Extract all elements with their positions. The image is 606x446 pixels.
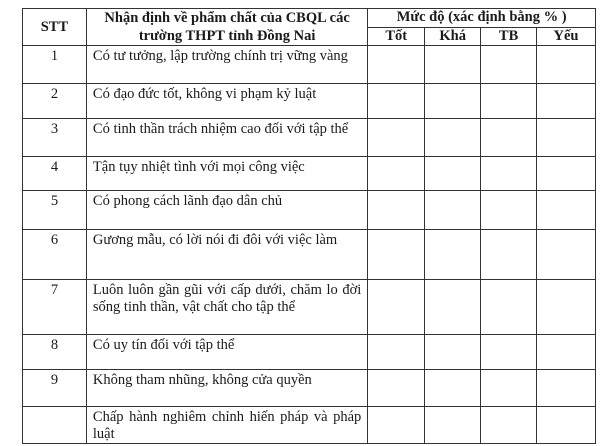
cell-tot[interactable] bbox=[368, 370, 425, 407]
row-description: Gương mẫu, có lời nói đi đôi với việc làm bbox=[86, 230, 367, 280]
cell-yeu[interactable] bbox=[537, 46, 596, 84]
table-row bbox=[23, 157, 596, 191]
header-stt: STT bbox=[23, 9, 87, 46]
row-description: Có phong cách lãnh đạo dân chủ bbox=[86, 191, 367, 230]
row-description: Có tư tưởng, lập trường chính trị vững vàng bbox=[86, 46, 367, 84]
row-stt: 6 bbox=[23, 230, 87, 280]
table-row bbox=[23, 370, 596, 407]
cell-yeu[interactable] bbox=[537, 119, 596, 157]
cell-tot[interactable] bbox=[368, 230, 425, 280]
cell-tb[interactable] bbox=[481, 119, 537, 157]
cell-kha[interactable] bbox=[425, 157, 481, 191]
cell-yeu[interactable] bbox=[537, 335, 596, 370]
cell-tot[interactable] bbox=[368, 191, 425, 230]
row-stt: 9 bbox=[23, 370, 87, 407]
cell-kha[interactable] bbox=[425, 119, 481, 157]
row-description: Không tham nhũng, không cửa quyền bbox=[86, 370, 367, 407]
row-description: Chấp hành nghiêm chỉnh hiến pháp và pháp luật bbox=[86, 407, 367, 444]
cell-tot[interactable] bbox=[368, 280, 425, 335]
table-row bbox=[23, 335, 596, 370]
cell-kha[interactable] bbox=[425, 191, 481, 230]
row-stt: 7 bbox=[23, 280, 87, 335]
assessment-table bbox=[22, 8, 596, 444]
cell-yeu[interactable] bbox=[537, 191, 596, 230]
row-stt: 5 bbox=[23, 191, 87, 230]
cell-yeu[interactable] bbox=[537, 157, 596, 191]
header-level-tot: Tốt bbox=[368, 27, 425, 46]
row-stt: 2 bbox=[23, 84, 87, 119]
table-row bbox=[23, 84, 596, 119]
table-row bbox=[23, 191, 596, 230]
header-level-tb: TB bbox=[481, 27, 537, 46]
row-description: Có tinh thần trách nhiệm cao đối với tập thể bbox=[86, 119, 367, 157]
cell-tb[interactable] bbox=[481, 230, 537, 280]
cell-yeu[interactable] bbox=[537, 84, 596, 119]
header-level-kha: Khá bbox=[425, 27, 481, 46]
cell-kha[interactable] bbox=[425, 46, 481, 84]
header-description: Nhận định về phẩm chất của CBQL các trường THPT tỉnh Đồng Nai bbox=[86, 9, 367, 46]
cell-tb[interactable] bbox=[481, 84, 537, 119]
cell-yeu[interactable] bbox=[537, 370, 596, 407]
header-level-yeu: Yếu bbox=[537, 27, 596, 46]
table-row bbox=[23, 119, 596, 157]
row-stt: 1 bbox=[23, 46, 87, 84]
row-description: Luôn luôn gần gũi với cấp dưới, chăm lo đời sống tinh thần, vật chất cho tập thể bbox=[86, 280, 367, 335]
row-description: Có uy tín đối với tập thể bbox=[86, 335, 367, 370]
cell-kha[interactable] bbox=[425, 335, 481, 370]
row-stt: 4 bbox=[23, 157, 87, 191]
cell-kha[interactable] bbox=[425, 84, 481, 119]
table-row bbox=[23, 407, 596, 444]
cell-tb[interactable] bbox=[481, 407, 537, 444]
cell-tot[interactable] bbox=[368, 84, 425, 119]
cell-kha[interactable] bbox=[425, 407, 481, 444]
header-level: Mức độ (xác định bằng % ) bbox=[368, 9, 596, 28]
cell-kha[interactable] bbox=[425, 230, 481, 280]
cell-kha[interactable] bbox=[425, 280, 481, 335]
table-row bbox=[23, 280, 596, 335]
row-stt bbox=[23, 407, 87, 444]
cell-yeu[interactable] bbox=[537, 230, 596, 280]
table-row bbox=[23, 46, 596, 84]
cell-tot[interactable] bbox=[368, 335, 425, 370]
cell-tot[interactable] bbox=[368, 407, 425, 444]
cell-tb[interactable] bbox=[481, 370, 537, 407]
cell-tb[interactable] bbox=[481, 280, 537, 335]
cell-tb[interactable] bbox=[481, 335, 537, 370]
cell-kha[interactable] bbox=[425, 370, 481, 407]
row-stt: 3 bbox=[23, 119, 87, 157]
cell-tb[interactable] bbox=[481, 46, 537, 84]
cell-yeu[interactable] bbox=[537, 407, 596, 444]
cell-tot[interactable] bbox=[368, 46, 425, 84]
cell-tot[interactable] bbox=[368, 157, 425, 191]
table-row bbox=[23, 230, 596, 280]
cell-tb[interactable] bbox=[481, 157, 537, 191]
cell-tb[interactable] bbox=[481, 191, 537, 230]
cell-tot[interactable] bbox=[368, 119, 425, 157]
row-description: Có đạo đức tốt, không vi phạm kỷ luật bbox=[86, 84, 367, 119]
row-stt: 8 bbox=[23, 335, 87, 370]
cell-yeu[interactable] bbox=[537, 280, 596, 335]
row-description: Tận tụy nhiệt tình với mọi công việc bbox=[86, 157, 367, 191]
